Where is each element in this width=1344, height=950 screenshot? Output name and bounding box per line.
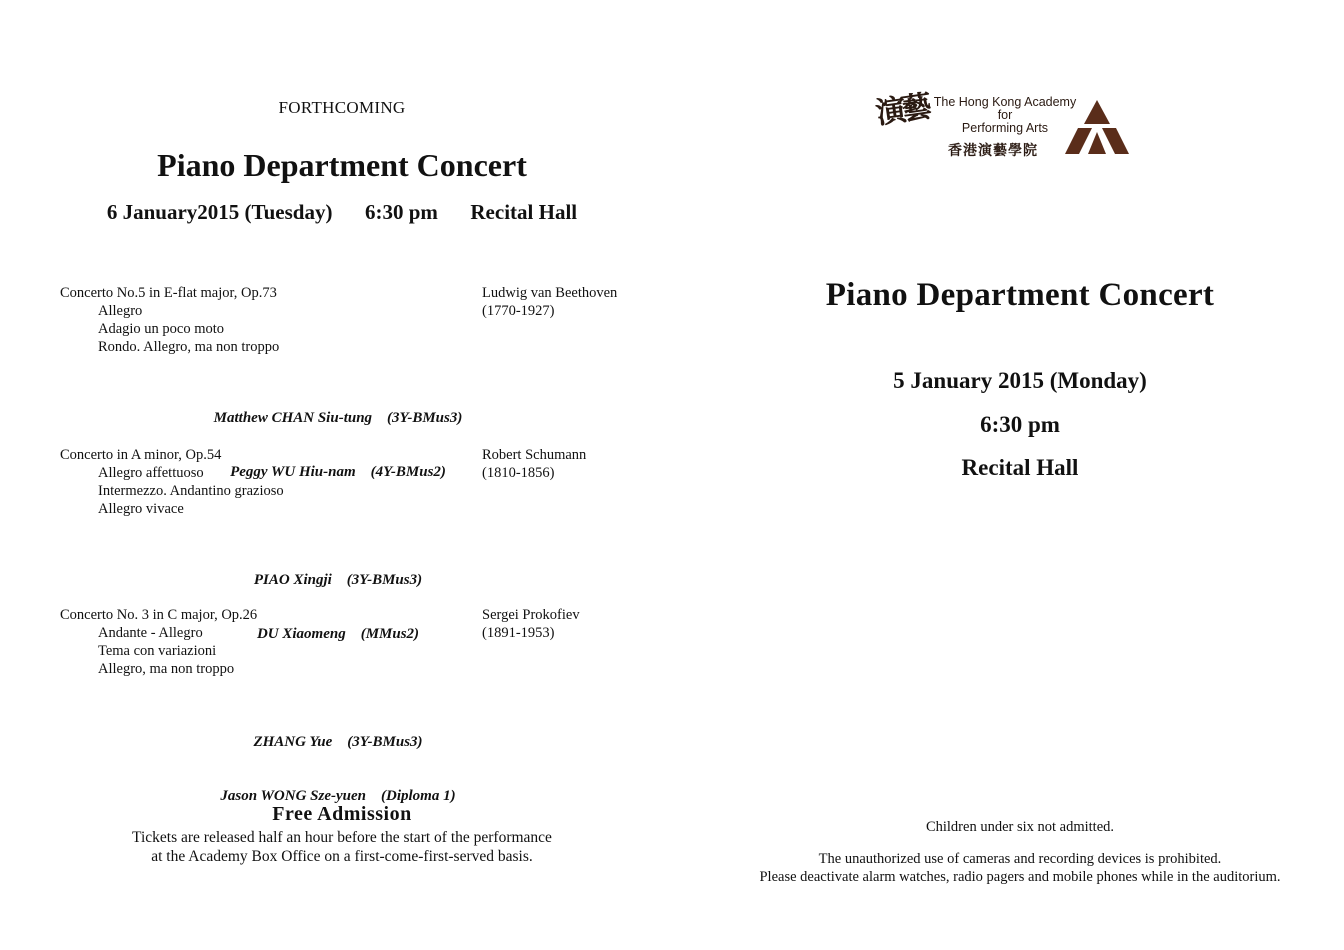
movement: Tema con variazioni (98, 643, 217, 659)
performer: PIAO Xingji (3Y-BMus3) (253, 572, 423, 588)
academy-name-line-2: for (997, 108, 1013, 122)
academy-name-chinese: 香港演藝學院 (948, 143, 1038, 159)
composer-name: Ludwig van Beethoven (482, 285, 618, 301)
movement: Intermezzo. Andantino grazioso (98, 483, 284, 499)
movement: Allegro, ma non troppo (98, 661, 235, 677)
performer: DU Xiaomeng (MMus2) (256, 626, 420, 642)
composer-name: Sergei Prokofiev (482, 607, 580, 623)
academy-name-line-1: The Hong Kong Academy (933, 95, 1077, 109)
notice-children: Children under six not admitted. (925, 819, 1115, 835)
work-title: Concerto in A minor, Op.54 (60, 447, 222, 463)
admission-line-2: at the Academy Box Office on a first-come-first-served basis. (151, 848, 533, 865)
triangle-left-shape (1065, 128, 1092, 154)
work-title: Concerto No. 3 in C major, Op.26 (60, 607, 258, 623)
admission-title: Free Admission (272, 803, 412, 825)
work-2 (60, 446, 284, 518)
performer: ZHANG Yue (3Y-BMus3) (253, 734, 423, 750)
movement: Andante - Allegro (98, 625, 203, 641)
forthcoming-label: FORTHCOMING (278, 98, 406, 117)
movement: Allegro (98, 303, 143, 319)
performer: Jason WONG Sze-yuen (Diploma 1) (220, 788, 456, 804)
triangle-right-shape (1102, 128, 1129, 154)
notice-devices: Please deactivate alarm watches, radio pagers and mobile phones while in the auditorium. (759, 869, 1281, 885)
forthcoming-venue: Recital Hall (470, 200, 578, 224)
academy-name-english (931, 96, 1079, 135)
performer: Peggy WU Hiu-nam (4Y-BMus2) (230, 464, 446, 480)
work-3 (60, 606, 257, 678)
academy-name-line-3: Performing Arts (961, 121, 1049, 135)
forthcoming-concert-title: Piano Department Concert (157, 147, 527, 183)
movement: Allegro vivace (98, 501, 184, 517)
notice-cameras: The unauthorized use of cameras and recording devices is prohibited. (818, 851, 1222, 867)
movement: Adagio un poco moto (98, 321, 225, 337)
performer: Matthew CHAN Siu-tung (3Y-BMus3) (213, 410, 463, 426)
composer-years: (1891-1953) (482, 625, 555, 641)
composer-1 (482, 284, 617, 320)
movement: Allegro affettuoso (98, 465, 204, 481)
triangle-center-shape (1088, 132, 1106, 154)
composer-years: (1810-1856) (482, 465, 555, 481)
forthcoming-time: 6:30 pm (364, 200, 438, 224)
calligraphy-mark: 演藝 (873, 89, 931, 132)
concert-title: Piano Department Concert (825, 277, 1215, 313)
work-title: Concerto No.5 in E-flat major, Op.73 (60, 285, 277, 301)
academy-triangle-icon (1064, 98, 1130, 156)
concert-date: 5 January 2015 (Monday) (893, 368, 1147, 393)
composer-name: Robert Schumann (482, 447, 587, 463)
concert-venue: Recital Hall (961, 455, 1079, 480)
academy-logo (873, 89, 1136, 160)
movement: Rondo. Allegro, ma non troppo (98, 339, 280, 355)
composer-years: (1770-1927) (482, 303, 555, 319)
admission-line-1: Tickets are released half an hour before the start of the performance (132, 829, 552, 846)
forthcoming-concert-details (60, 200, 624, 225)
triangle-top-shape (1084, 100, 1110, 124)
work-1 (60, 284, 279, 356)
forthcoming-date: 6 January2015 (Tuesday) (106, 200, 333, 224)
composer-2 (482, 446, 586, 482)
composer-3 (482, 606, 580, 642)
concert-time: 6:30 pm (980, 412, 1060, 437)
